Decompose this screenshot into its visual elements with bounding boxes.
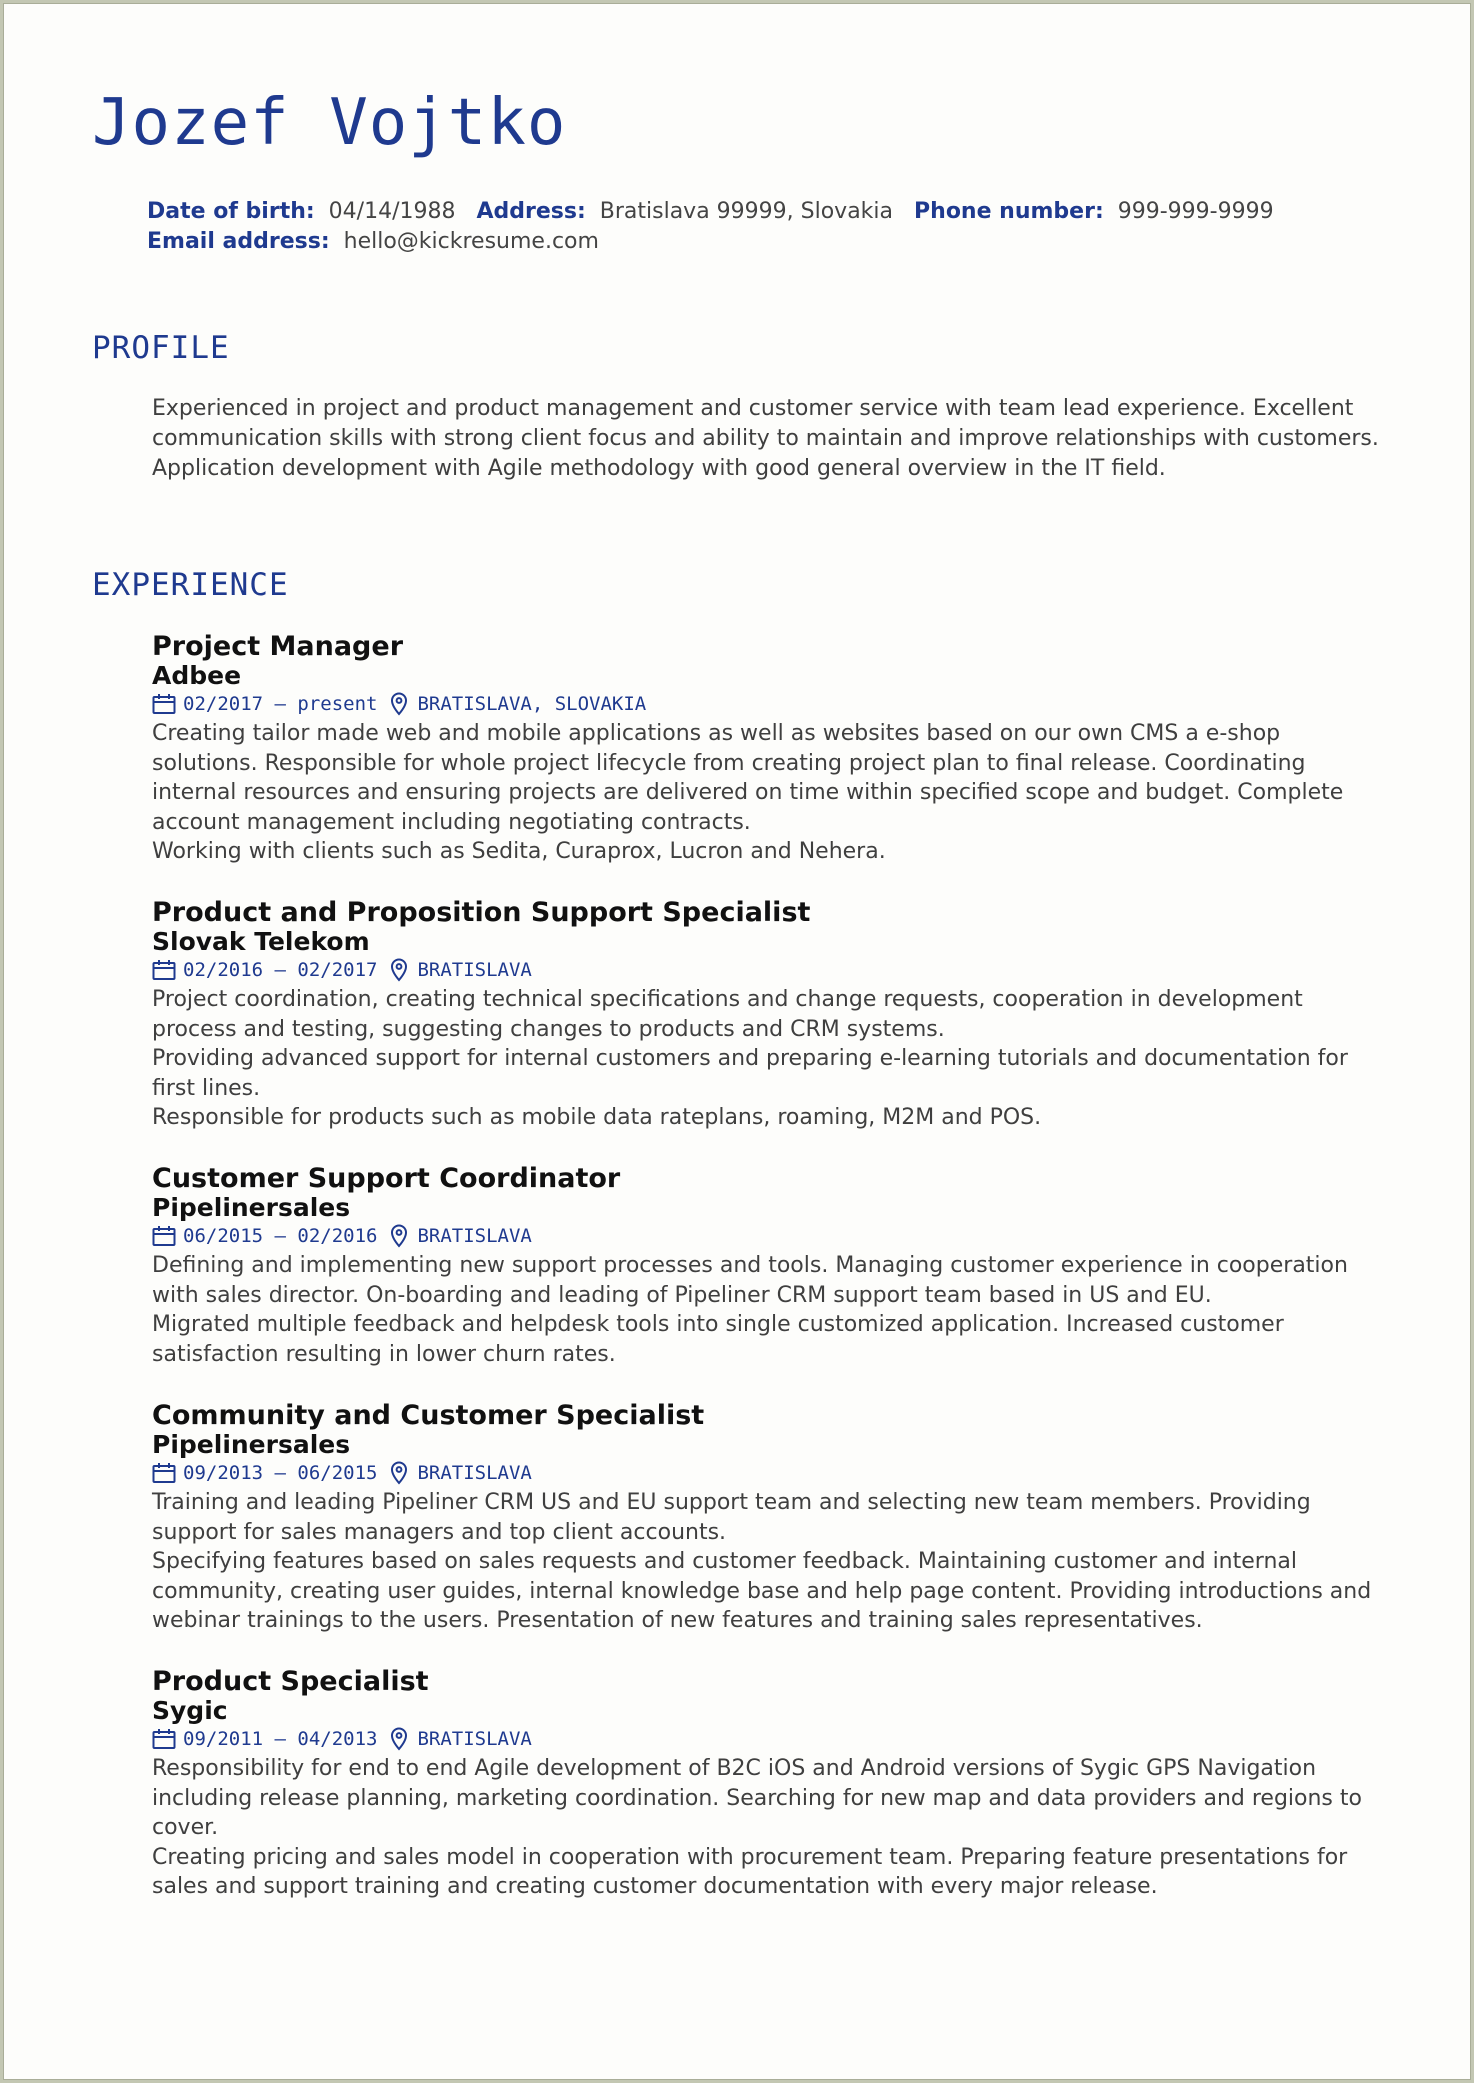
email-value: hello@kickresume.com xyxy=(343,229,599,254)
job-description: Responsibility for end to end Agile development of B2C iOS and Android versions of Sygic GPS Navigation including release planning, marketing coordination. Searching for new map and data providers and regions to cover. xyxy=(152,1756,1362,1841)
resume-page xyxy=(3,3,1471,2080)
job-entry xyxy=(152,1401,1392,1636)
calendar-icon xyxy=(152,1225,176,1247)
location-pin-icon xyxy=(390,1727,408,1751)
job-description: Creating pricing and sales model in cooperation with procurement team. Preparing feature presentations for sales and support training and creating customer documentation with every major release. xyxy=(152,1844,1348,1900)
job-dates: 02/2016 – 02/2017 xyxy=(183,959,378,981)
job-description: Defining and implementing new support processes and tools. Managing customer experience in cooperation with sales director. On-boarding and leading of Pipeliner CRM support team based in US and EU. xyxy=(152,1253,1348,1308)
job-title: Product Specialist xyxy=(152,1666,429,1697)
job-location: BRATISLAVA, SLOVAKIA xyxy=(417,693,647,715)
job-dates: 02/2017 – present xyxy=(183,693,378,715)
profile-text: Experienced in project and product management and customer service with team lead experience. Excellent communication skills with strong client focus and ability to maintain and improve relationships with customers. Application development with Agile methodology with good general overview in the IT field. xyxy=(152,396,1379,481)
job-meta xyxy=(152,1221,1392,1251)
job-meta xyxy=(152,955,1392,985)
email-label: Email address: xyxy=(147,229,330,254)
dob-value: 04/14/1988 xyxy=(328,199,456,224)
job-description: Specifying features based on sales requests and customer feedback. Maintaining customer and internal community, creating user guides, internal knowledge base and help page content. Providing introductions and webinar trainings to the users. Presentation of new features and training sales representatives. xyxy=(152,1549,1372,1634)
company-name: Pipelinersales xyxy=(152,1193,351,1222)
company-name: Sygic xyxy=(152,1696,228,1725)
job-meta xyxy=(152,1458,1392,1488)
location-pin-icon xyxy=(390,1224,408,1248)
job-location: BRATISLAVA xyxy=(417,1462,532,1484)
contact-line-2 xyxy=(147,227,1288,257)
job-meta xyxy=(152,689,1392,719)
contact-info xyxy=(147,197,1288,257)
calendar-icon xyxy=(152,959,176,981)
location-pin-icon xyxy=(390,1461,408,1485)
job-location: BRATISLAVA xyxy=(417,1728,532,1750)
job-description: Creating tailor made web and mobile applications as well as websites based on our own CMS a e-shop solutions. Responsible for whole project lifecycle from creating project plan to final release. Coordinating internal resources and ensuring projects are delivered on time within specified scope and budget. Complete account management including negotiating contracts. xyxy=(152,721,1344,835)
job-description: Training and leading Pipeliner CRM US and EU support team and selecting new team members. Providing support for sales managers and top client accounts. xyxy=(152,1490,1311,1545)
job-title: Project Manager xyxy=(152,631,404,662)
address-value: Bratislava 99999, Slovakia xyxy=(599,199,894,224)
job-description: Project coordination, creating technical specifications and change requests, cooperation in development process and testing, suggesting changes to products and CRM systems. xyxy=(152,987,1303,1042)
job-title: Community and Customer Specialist xyxy=(152,1400,705,1431)
contact-line-1 xyxy=(147,197,1288,227)
calendar-icon xyxy=(152,1728,176,1750)
calendar-icon xyxy=(152,693,176,715)
company-name: Slovak Telekom xyxy=(152,927,370,956)
job-entry xyxy=(152,1667,1392,1902)
job-description: Responsible for products such as mobile data rateplans, roaming, M2M and POS. xyxy=(152,1105,1042,1131)
job-entry xyxy=(152,1164,1392,1369)
phone-value: 999-999-9999 xyxy=(1117,199,1274,224)
job-entry xyxy=(152,898,1392,1133)
job-description: Migrated multiple feedback and helpdesk tools into single customized application. Increased customer satisfaction resulting in lower churn rates. xyxy=(152,1312,1284,1367)
job-description: Providing advanced support for internal customers and preparing e-learning tutorials and documentation for first lines. xyxy=(152,1046,1348,1101)
candidate-name: Jozef Vojtko xyxy=(92,86,567,160)
job-dates: 09/2011 – 04/2013 xyxy=(183,1728,378,1750)
job-dates: 06/2015 – 02/2016 xyxy=(183,1225,378,1247)
location-pin-icon xyxy=(390,958,408,982)
job-location: BRATISLAVA xyxy=(417,1225,532,1247)
company-name: Pipelinersales xyxy=(152,1430,351,1459)
job-location: BRATISLAVA xyxy=(417,959,532,981)
phone-label: Phone number: xyxy=(914,199,1104,224)
job-entry xyxy=(152,632,1392,867)
job-description: Working with clients such as Sedita, Curaprox, Lucron and Nehera. xyxy=(152,839,886,865)
address-label: Address: xyxy=(476,199,586,224)
job-title: Product and Proposition Support Specialist xyxy=(152,897,811,928)
profile-heading: PROFILE xyxy=(92,330,230,366)
job-title: Customer Support Coordinator xyxy=(152,1163,621,1194)
job-meta xyxy=(152,1724,1392,1754)
dob-label: Date of birth: xyxy=(147,199,315,224)
job-dates: 09/2013 – 06/2015 xyxy=(183,1462,378,1484)
location-pin-icon xyxy=(390,692,408,716)
company-name: Adbee xyxy=(152,661,242,690)
calendar-icon xyxy=(152,1462,176,1484)
experience-heading: EXPERIENCE xyxy=(92,567,289,603)
